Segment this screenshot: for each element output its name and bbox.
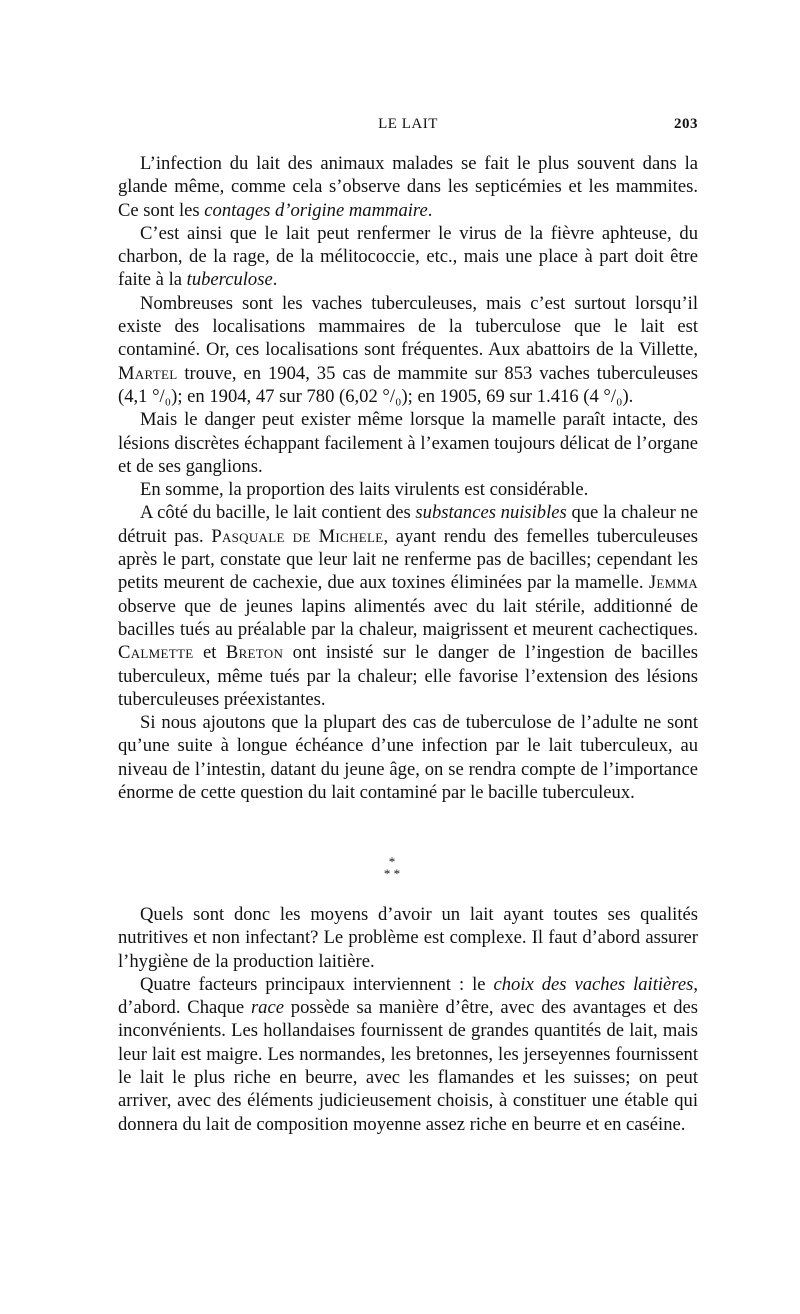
text-block-lower bbox=[118, 903, 698, 1136]
text-run: Si nous ajoutons que la plupart des cas de tuberculose de l’adulte ne sont qu’une suite à longue échéance d’une infection par le lait tuberculeux, au niveau de l’intestin, datant du jeune âge, on se rendra compte de l’importance énorme de cette question du lait contaminé par le bacille tuberculeux. bbox=[118, 712, 698, 804]
text-run: . bbox=[427, 199, 433, 221]
text-run: trouve, en 1904, 35 cas de mammite sur 853 vaches tuberculeuses (4,1 °/₀); en 1904, 47 sur 780 (6,02 °/₀); en 1905, 69 sur 1.416 (4 °/₀). bbox=[118, 362, 698, 407]
text-run: ont insisté sur le danger de l’ingestion de bacilles tuberculeux, même tués par la chaleur; elle favorise l’extension des lésions tuberculeuses préexistantes. bbox=[118, 642, 698, 710]
paragraph-quatre-facteurs bbox=[118, 973, 698, 1136]
italic-term: tuberculose bbox=[186, 269, 273, 291]
paragraph-en-somme bbox=[118, 478, 698, 501]
paragraph-vaches-tuberculeuses bbox=[118, 292, 698, 408]
paragraph-substances-nuisibles bbox=[118, 501, 698, 711]
paragraph-infection bbox=[118, 152, 698, 222]
text-run: En somme, la proportion des laits virulents est considérable. bbox=[140, 479, 589, 501]
italic-term: choix des vaches laitières bbox=[493, 973, 694, 995]
text-run: . bbox=[272, 269, 278, 291]
page-number: 203 bbox=[674, 116, 698, 132]
text-run: Mais le danger peut exister même lorsque la mamelle paraît intacte, des lésions discrètes échappant facilement à l’examen toujours délicat de l’organe et de ses ganglions. bbox=[118, 409, 698, 477]
text-run: Quels sont donc les moyens d’avoir un lait ayant toutes ses qualités nutritives et non infectant? Le problème est complexe. Il faut d’abord assurer l’hygiène de la production laitière. bbox=[118, 904, 698, 972]
text-run: A côté du bacille, le lait contient des bbox=[140, 502, 416, 524]
section-separator-asterism bbox=[372, 856, 412, 886]
paragraph-virus bbox=[118, 222, 698, 292]
paragraph-adulte bbox=[118, 711, 698, 804]
running-title: LE LAIT bbox=[378, 116, 438, 132]
running-head bbox=[118, 116, 698, 138]
text-run: L’infection du lait des animaux malades se fait le plus souvent dans la glande même, comme cela s’observe dans les septicémies et les mammites. Ce sont les bbox=[118, 153, 698, 221]
italic-term: contages d’origine mammaire bbox=[204, 199, 428, 221]
text-run: , ayant rendu des femelles tuberculeuses après le part, constate que leur lait ne renferme pas de bacilles; cependant les petits meurent de cachexie, due aux toxines éliminées par la mamelle. bbox=[118, 525, 698, 594]
author-name: Jemma bbox=[648, 572, 698, 594]
text-run: possède sa manière d’être, avec des avantages et des inconvénients. Les hollandaises fournissent de grandes quantités de lait, mais leur lait est maigre. Les normandes, les bretonnes, les jerseyennes fournissent le lait le plus riche en beurre, avec les flamandes et les suisses; on peut arriver, avec des éléments judicieusement choisis, à constituer une étable qui donnera du lait de composition moyenne assez riche en beurre et en caséine. bbox=[118, 997, 699, 1135]
text-run: que la chaleur ne détruit pas. bbox=[118, 502, 698, 547]
paragraph-moyens bbox=[118, 903, 698, 973]
text-run: observe que de jeunes lapins alimentés avec du lait stérile, additionné de bacilles tués au préalable par la chaleur, maigrissent et meurent cachectiques. bbox=[118, 595, 698, 640]
text-run: Nombreuses sont les vaches tuberculeuses, mais c’est surtout lorsqu’il existe des localisations mammaires de la tuberculose que le lait est contaminé. Or, ces localisations sont fréquentes. Aux abattoirs de la Villette, bbox=[118, 292, 698, 361]
italic-term: race bbox=[250, 997, 284, 1019]
text-run: , d’abord. Chaque bbox=[118, 973, 698, 1019]
italic-term: substances nuisibles bbox=[415, 502, 567, 524]
text-run: et bbox=[193, 642, 226, 664]
asterism-top: * bbox=[388, 854, 396, 869]
paragraph-danger bbox=[118, 408, 698, 478]
author-name: Martel bbox=[118, 362, 178, 384]
author-name: Calmette bbox=[118, 642, 194, 664]
author-name: Pasquale de Michele bbox=[211, 525, 384, 547]
asterism-bottom: * * bbox=[383, 866, 401, 881]
text-block-upper bbox=[118, 152, 698, 804]
author-name: Breton bbox=[225, 642, 284, 664]
text-run: C’est ainsi que le lait peut renfermer le virus de la fièvre aphteuse, du charbon, de la rage, de la mélitococcie, etc., mais une place à part doit être faite à la bbox=[118, 222, 698, 291]
text-run: Quatre facteurs principaux interviennent : le bbox=[140, 973, 494, 995]
